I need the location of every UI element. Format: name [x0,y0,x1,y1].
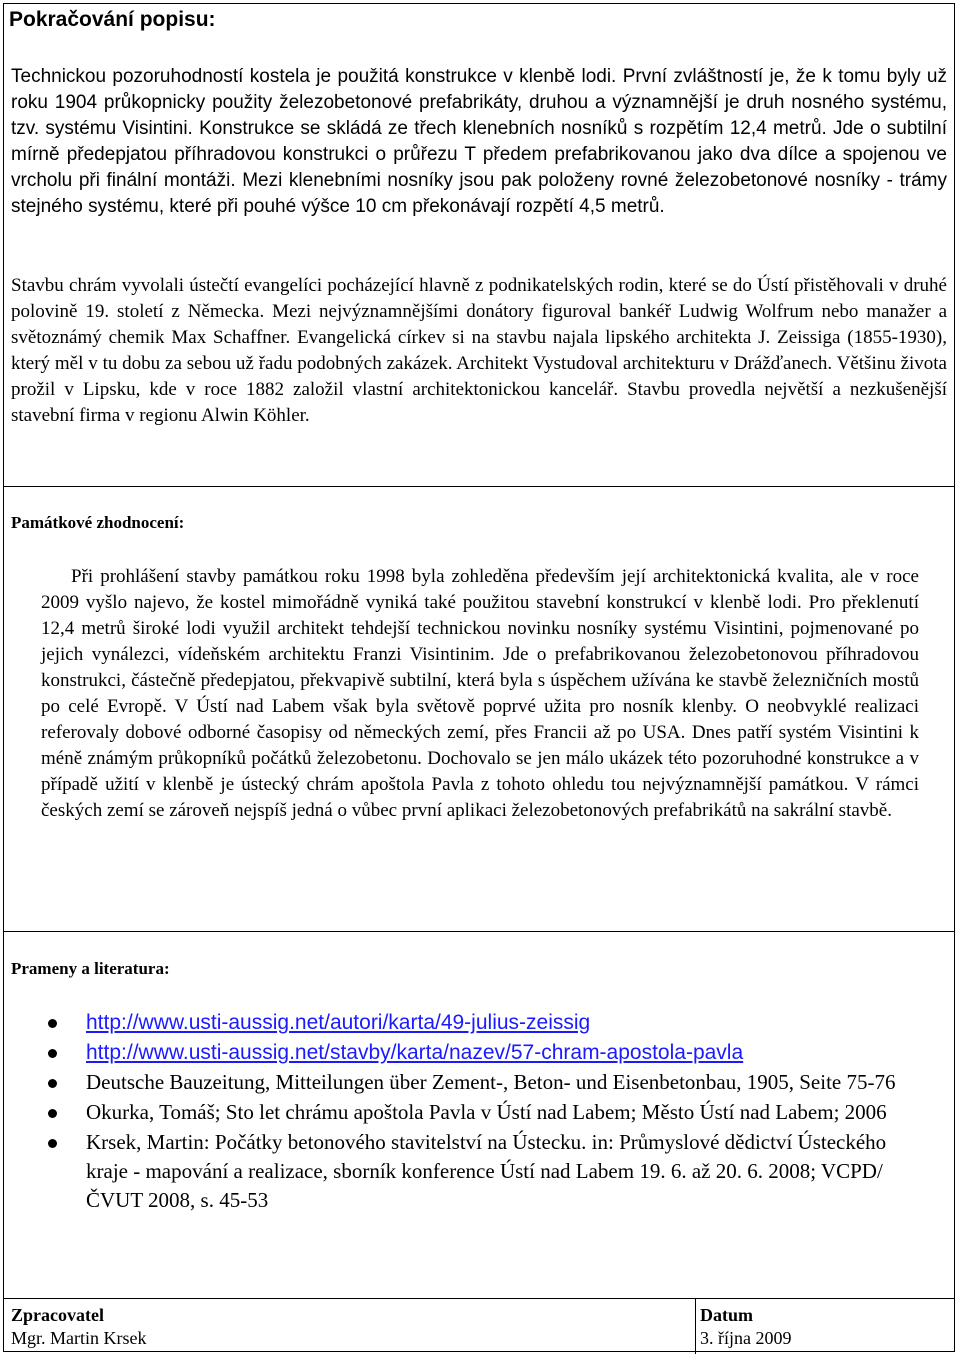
author-label: Zpracovatel [11,1305,104,1325]
date-value: 3. října 2009 [700,1328,792,1348]
source-text: Krsek, Martin: Počátky betonového stavitelství na Ústecku. in: Průmyslové dědictví Ústeckého kraje - mapování a realizace, sborník konference Ústí nad Labem 19. 6. až 20. 6. 2008; VCPD/ČVUT 2008, s. 45-53 [86,1130,887,1212]
bullet-icon [48,1079,57,1088]
source-item [14,1098,932,1127]
source-link[interactable]: http://www.usti-aussig.net/stavby/karta/nazev/57-chram-apostola-pavla [86,1041,744,1064]
source-item[interactable] [14,1038,932,1067]
source-item [14,1068,932,1097]
date-label: Datum [700,1305,753,1325]
source-item [14,1128,932,1215]
evaluation-paragraph: Při prohlášení stavby památkou roku 1998 byla zohleděna především její architektonická kvalita, ale v roce 2009 vyšlo najevo, že kostel mimořádně vyniká také použitou stavební konstrukcí v klenbě lodi. Pro překlenutí 12,4 metrů široké lodi využil architekt tehdejší technickou novinku nosníky systému Visintini, pojmenované po jejich vynálezci, vídeňském architektu Franzi Visintinim. Jde o prefabrikovanou železobetonovou příhradovou konstrukci, částečně předepjatou, překvapivě subtilní, která byla s úspěchem užívána ke stavbě železničních mostů po celé Evropě. V Ústí nad Labem však byla světově poprvé užita pro nosník klenby. O neobvyklé realizaci referovaly dobové odborné časopisy od německých zemí, přes Francii až po USA. Dnes patří systém Visintini k méně známým průkopníků počátků železobetonu. Dochovalo se jen málo ukázek této pozoruhodné konstrukce a v případě užití v klenbě je ústecký chrám apoštola Pavla z tohoto ohledu tou nejvýznamnější památkou. V rámci českých zemí se zároveň nejspíš jedná o vůbec první aplikaci železobetonových prefabrikátů na sakrální stavbě. [41,566,919,821]
bullet-icon [48,1109,57,1118]
evaluation-heading: Památkové zhodnocení: [11,513,185,532]
footer-divider-top [3,1298,955,1299]
author-value: Mgr. Martin Krsek [11,1328,147,1348]
source-item[interactable] [14,1008,932,1037]
sources-heading: Prameny a literatura: [11,959,170,978]
source-text: Deutsche Bauzeitung, Mitteilungen über Zement-, Beton- und Eisenbetonbau, 1905, Seite 75-76 [86,1070,896,1094]
continuation-heading: Pokračování popisu: [9,8,216,31]
section-divider-2 [3,931,955,932]
source-link[interactable]: http://www.usti-aussig.net/autori/karta/49-julius-zeissig [86,1011,591,1034]
sources-list [14,1008,932,1216]
source-text: Okurka, Tomáš; Sto let chrámu apoštola Pavla v Ústí nad Labem; Město Ústí nad Labem; 2006 [86,1100,887,1124]
bullet-icon [48,1019,57,1028]
section-divider-1 [3,486,955,487]
continuation-paragraph-2: Stavbu chrám vyvolali ústečtí evangelíci pocházející hlavně z podnikatelských rodin, které se do Ústí přistěhovali v druhé polovině 19. století z Německa. Mezi nejvýznamnějšími donátory figuroval bankéř Ludwig Wolfrum nebo manažer a světoznámý chemik Max Schaffner. Evangelická církev si na stavbu najala lipského architekta J. Zeissiga (1855-1930), který měl v tu dobu za sebou už řadu podobných zakázek. Architekt Vystudoval architekturu v Drážďanech. Většinu života prožil v Lipsku, kde v roce 1882 založil vlastní architektonickou kancelář. Stavbu provedla největší a nezkušenější stavební firma v regionu Alwin Köhler. [11,275,947,426]
bullet-icon [48,1049,57,1058]
bullet-icon [48,1139,57,1148]
continuation-paragraph-1: Technickou pozoruhodností kostela je použitá konstrukce v klenbě lodi. První zvláštností je, že k tomu byly už roku 1904 průkopnicky použity železobetonové prefabrikáty, druhou a významnější je druh nosného systému, tzv. systému Visintini. Konstrukce se skládá ze třech klenebních nosníků s rozpětím 12,4 metrů. Jde o subtilní mírně předepjatou příhradovou konstrukci o průřezu T předem prefabrikovanou jako dva dílce a spojenou ve vrcholu při finální montáži. Mezi klenebními nosníky jsou pak položeny rovné železobetonové nosníky - trámy stejného systému, které při pouhé výšce 10 cm překonávají rozpětí 4,5 metrů. [11,66,947,217]
footer-column-divider [695,1298,696,1354]
